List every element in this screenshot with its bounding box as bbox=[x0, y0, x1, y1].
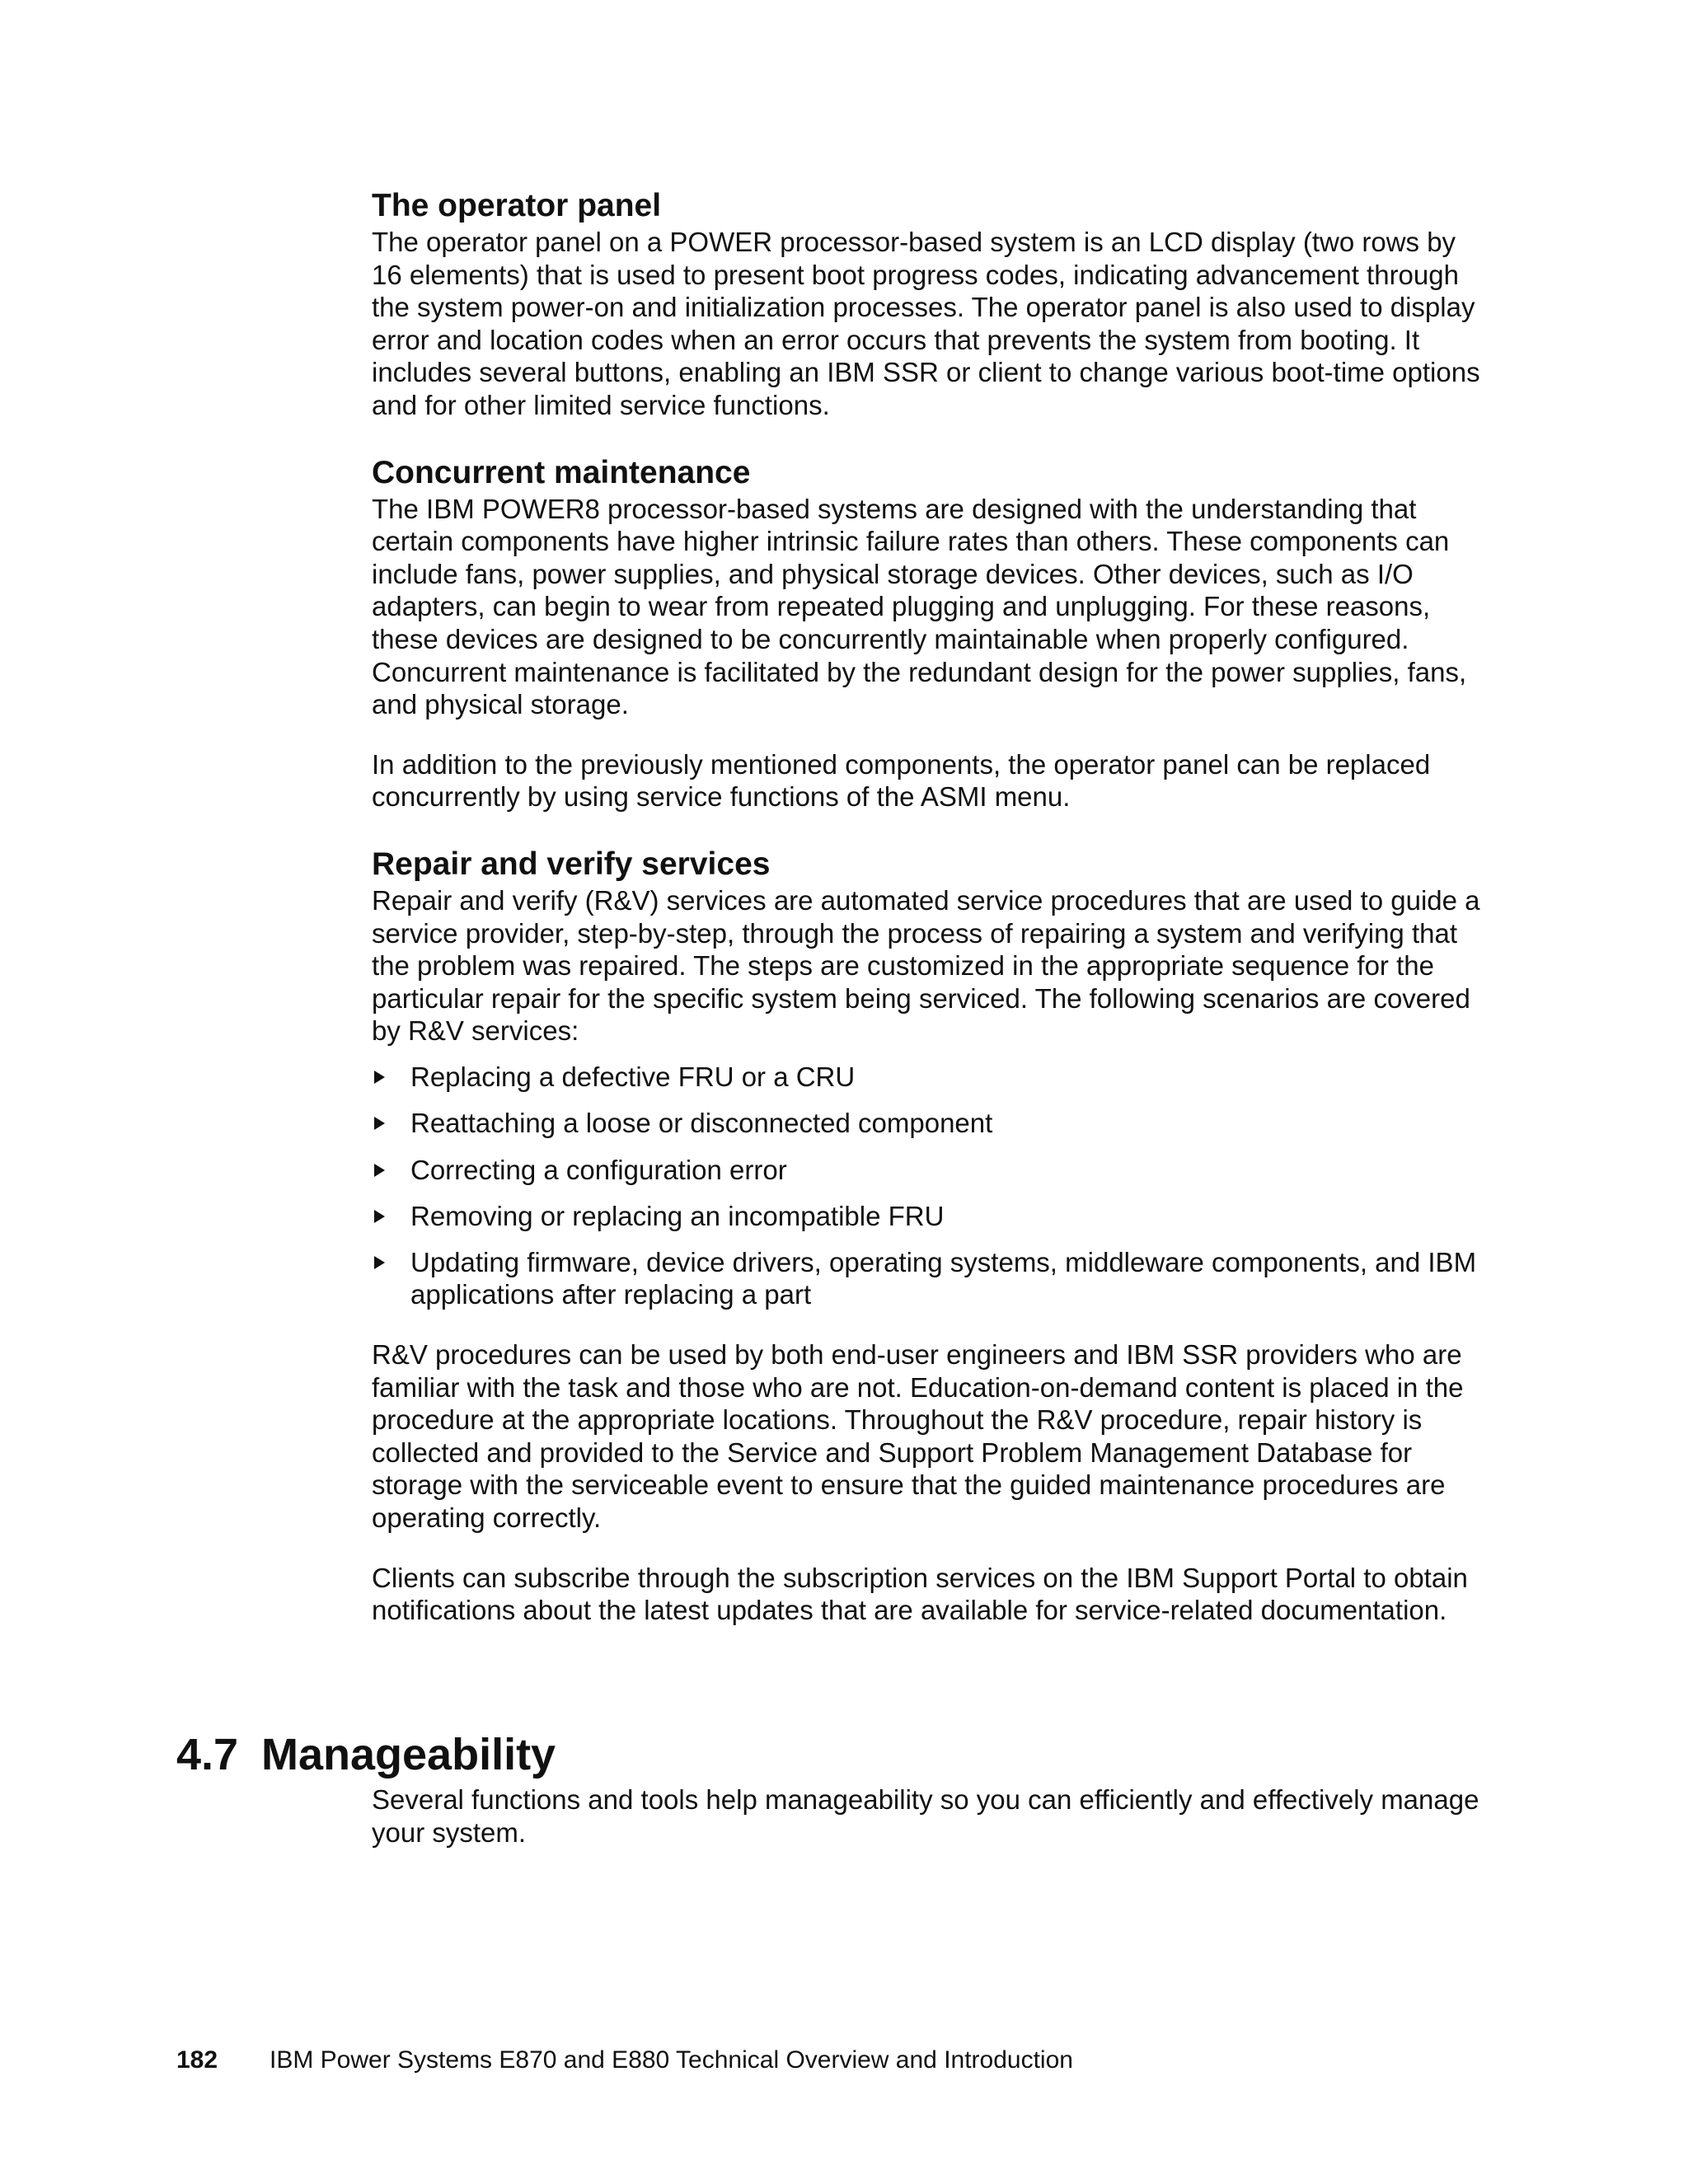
section-number: 4.7 bbox=[176, 1729, 239, 1779]
section-title: Manageability bbox=[261, 1729, 556, 1779]
paragraph-operator-panel: The operator panel on a POWER processor-based system is an LCD display (two rows by 16 elements) that is used to present boot progress codes, indicating advancement through the system power-on and initialization processes. The operator panel is also used to display error and location codes when an error occurs that prevents the system from booting. It includes several buttons, enabling an IBM SSR or client to change various boot-time options and for other limited service functions. bbox=[372, 227, 1480, 420]
list-item-text: Removing or replacing an incompatible FRU bbox=[410, 1200, 945, 1231]
heading-operator-panel: The operator panel bbox=[372, 188, 662, 223]
list-item bbox=[372, 1107, 1493, 1140]
list-item-text: Replacing a defective FRU or a CRU bbox=[410, 1062, 856, 1093]
list-item bbox=[372, 1154, 1493, 1187]
heading-repair-verify: Repair and verify services bbox=[372, 846, 771, 882]
list-item bbox=[372, 1061, 1493, 1094]
paragraph-concurrent-maintenance-1: The IBM POWER8 processor-based systems are designed with the understanding that certain components have higher intrinsic failure rates than others. These components can include fans, power supplies, and physical storage devices. Other devices, such as I/O adapters, can begin to wear from repeated plugging and unplugging. For these reasons, these devices are designed to be concurrently maintainable when properly configured. Concurrent maintenance is facilitated by the redundant design for the power supplies, fans, and physical storage. bbox=[372, 493, 1467, 720]
list-item-text: Updating firmware, device drivers, operating systems, middleware components, and IBM applications after replacing a part bbox=[410, 1246, 1477, 1310]
paragraph-repair-verify-2: R&V procedures can be used by both end-user engineers and IBM SSR providers who are familiar with the task and those who are not. Education-on-demand content is placed in the procedure at the appropriate locations. Throughout the R&V procedure, repair history is collected and provided to the Service and Support Problem Management Database for storage with the serviceable event to ensure that the guided maintenance procedures are operating correctly. bbox=[372, 1338, 1464, 1533]
bullet-arrow-icon bbox=[374, 1117, 385, 1130]
list-item-text: Reattaching a loose or disconnected component bbox=[410, 1108, 993, 1139]
main-content bbox=[372, 186, 1493, 1627]
list-item-text: Correcting a configuration error bbox=[410, 1154, 787, 1185]
book-title: IBM Power Systems E870 and E880 Technical Overview and Introduction bbox=[270, 2046, 1073, 2074]
scenario-list bbox=[372, 1061, 1493, 1311]
bullet-arrow-icon bbox=[374, 1210, 385, 1223]
page-footer bbox=[176, 2044, 1073, 2077]
bullet-arrow-icon bbox=[374, 1071, 385, 1084]
bullet-arrow-icon bbox=[374, 1256, 385, 1269]
bullet-arrow-icon bbox=[374, 1164, 385, 1177]
paragraph-manageability: Several functions and tools help manageability so you can efficiently and effectively manage your system. bbox=[372, 1784, 1479, 1848]
paragraph-repair-verify-3: Clients can subscribe through the subscription services on the IBM Support Portal to obtain notifications about the latest updates that are available for service-related documentation. bbox=[372, 1562, 1468, 1626]
list-item bbox=[372, 1200, 1493, 1233]
section-heading bbox=[176, 1728, 556, 1781]
page-number: 182 bbox=[176, 2046, 218, 2074]
heading-concurrent-maintenance: Concurrent maintenance bbox=[372, 454, 751, 490]
paragraph-repair-verify-intro: Repair and verify (R&V) services are automated service procedures that are used to guide a service provider, step-by-step, through the process of repairing a system and verifying that the problem was repaired. The steps are customized in the appropriate sequence for the particular repair for the specific system being serviced. The following scenarios are covered by R&V services: bbox=[372, 884, 1480, 1047]
paragraph-concurrent-maintenance-2: In addition to the previously mentioned components, the operator panel can be replaced concurrently by using service functions of the ASMI menu. bbox=[372, 748, 1431, 813]
list-item bbox=[372, 1246, 1493, 1311]
section-body bbox=[372, 1783, 1493, 1849]
